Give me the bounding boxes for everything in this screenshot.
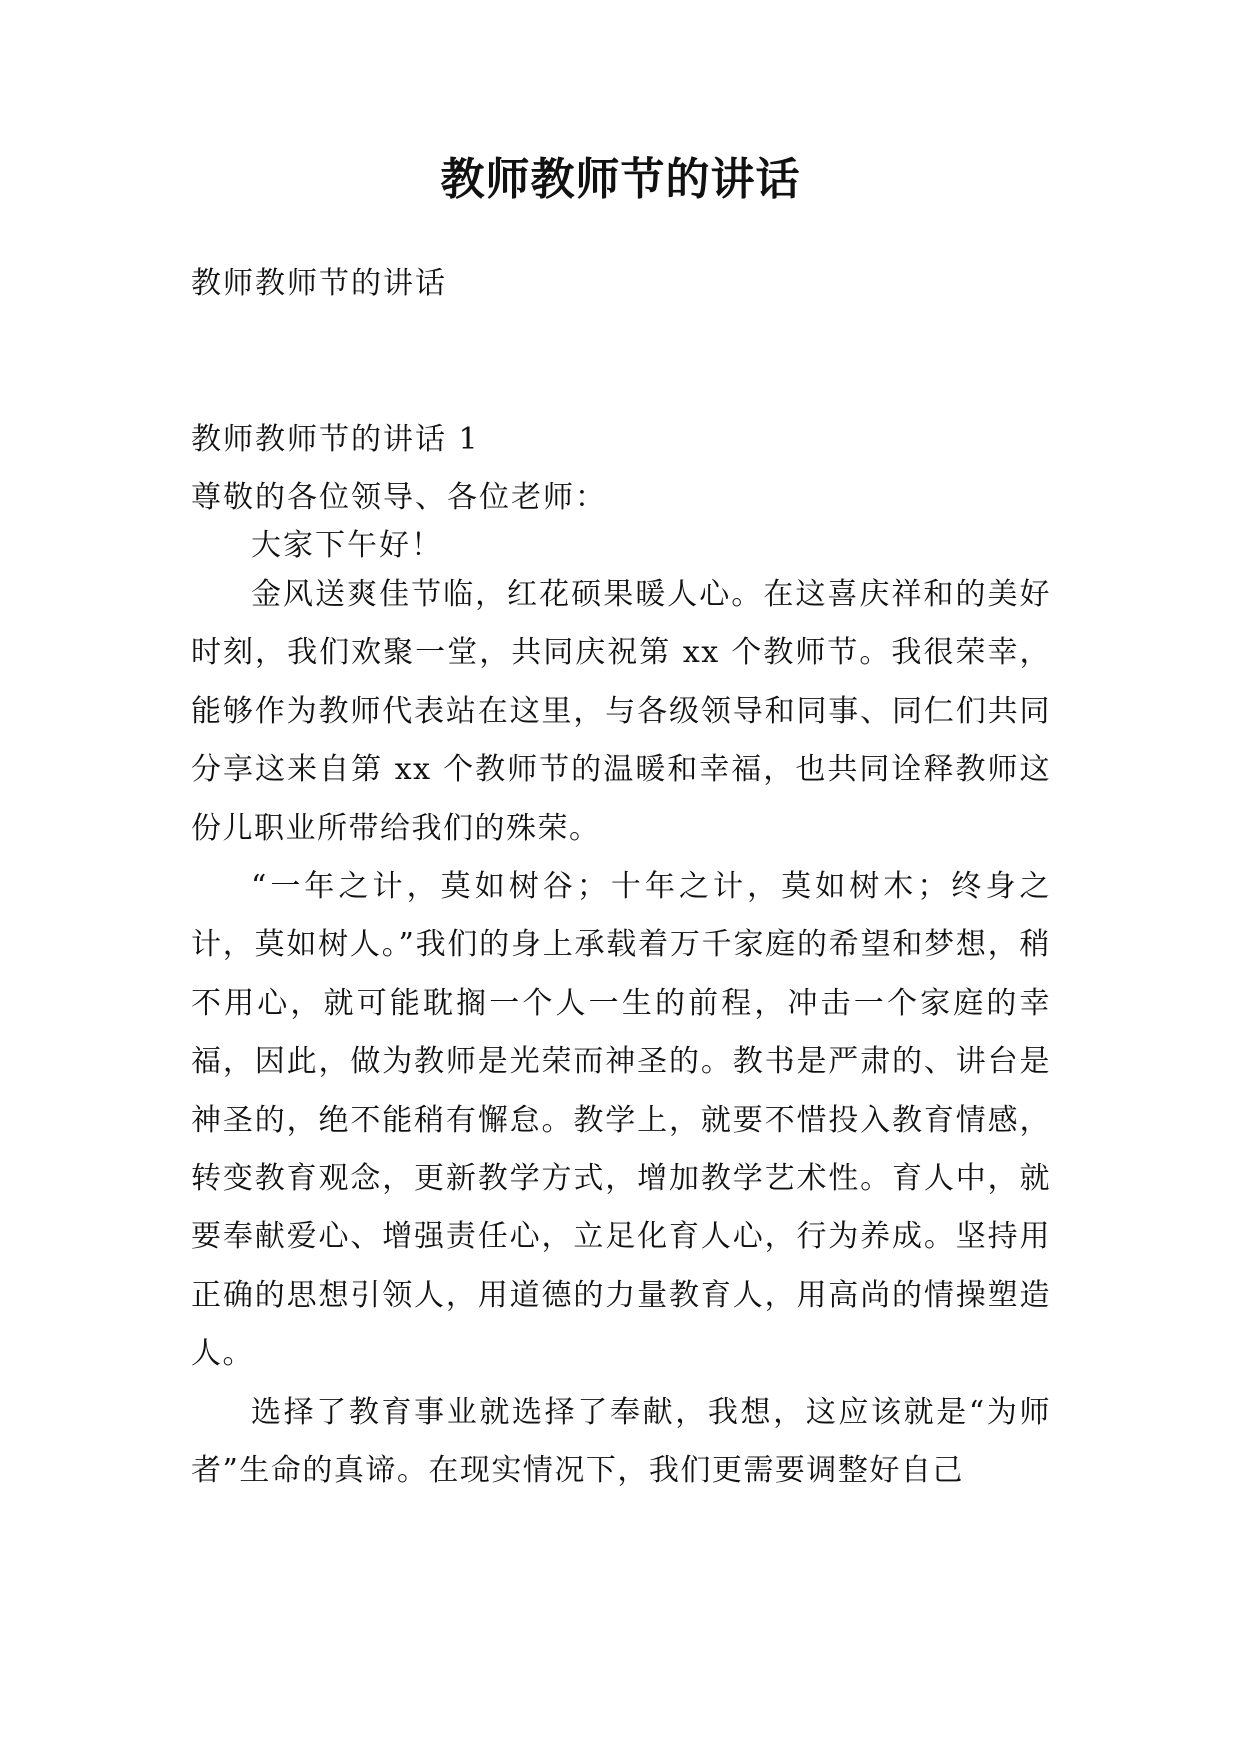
document-title: 教师教师节的讲话	[440, 154, 801, 205]
paragraph: 金风送爽佳节临，红花硕果暖人心。在这喜庆祥和的美好时刻，我们欢聚一堂，共同庆祝第 xx 个教师节。我很荣幸，能够作为教师代表站在这里，与各级领导和同事、同仁们共同分享这来自第 xx 个教师节的温暖和幸福，也共同诠释教师这份儿职业所带给我们的殊荣。	[191, 577, 1051, 846]
paragraph: 选择了教育事业就选择了奉献，我想，这应该就是“为师者”生命的真谛。在现实情况下，我们更需要调整好自己	[191, 1394, 1051, 1489]
salutation: 尊敬的各位领导、各位老师：	[191, 480, 607, 515]
greeting: 大家下午好！	[251, 528, 443, 563]
body-paragraphs	[191, 566, 1051, 1501]
section-heading: 教师教师节的讲话 1	[191, 422, 480, 457]
document-subtitle: 教师教师节的讲话	[191, 266, 447, 301]
paragraph: “一年之计，莫如树谷；十年之计，莫如树木；终身之计，莫如树人。”我们的身上承载着万千家庭的希望和梦想，稍不用心，就可能耽搁一个人一生的前程，冲击一个家庭的幸福，因此，做为教师是光荣而神圣的。教书是严肃的、讲台是神圣的，绝不能稍有懈怠。教学上，就要不惜投入教育情感，转变教育观念，更新教学方式，增加教学艺术性。育人中，就要奉献爱心、增强责任心，立足化育人心，行为养成。坚持用正确的思想引领人，用道德的力量教育人，用高尚的情操塑造人。	[191, 869, 1051, 1372]
